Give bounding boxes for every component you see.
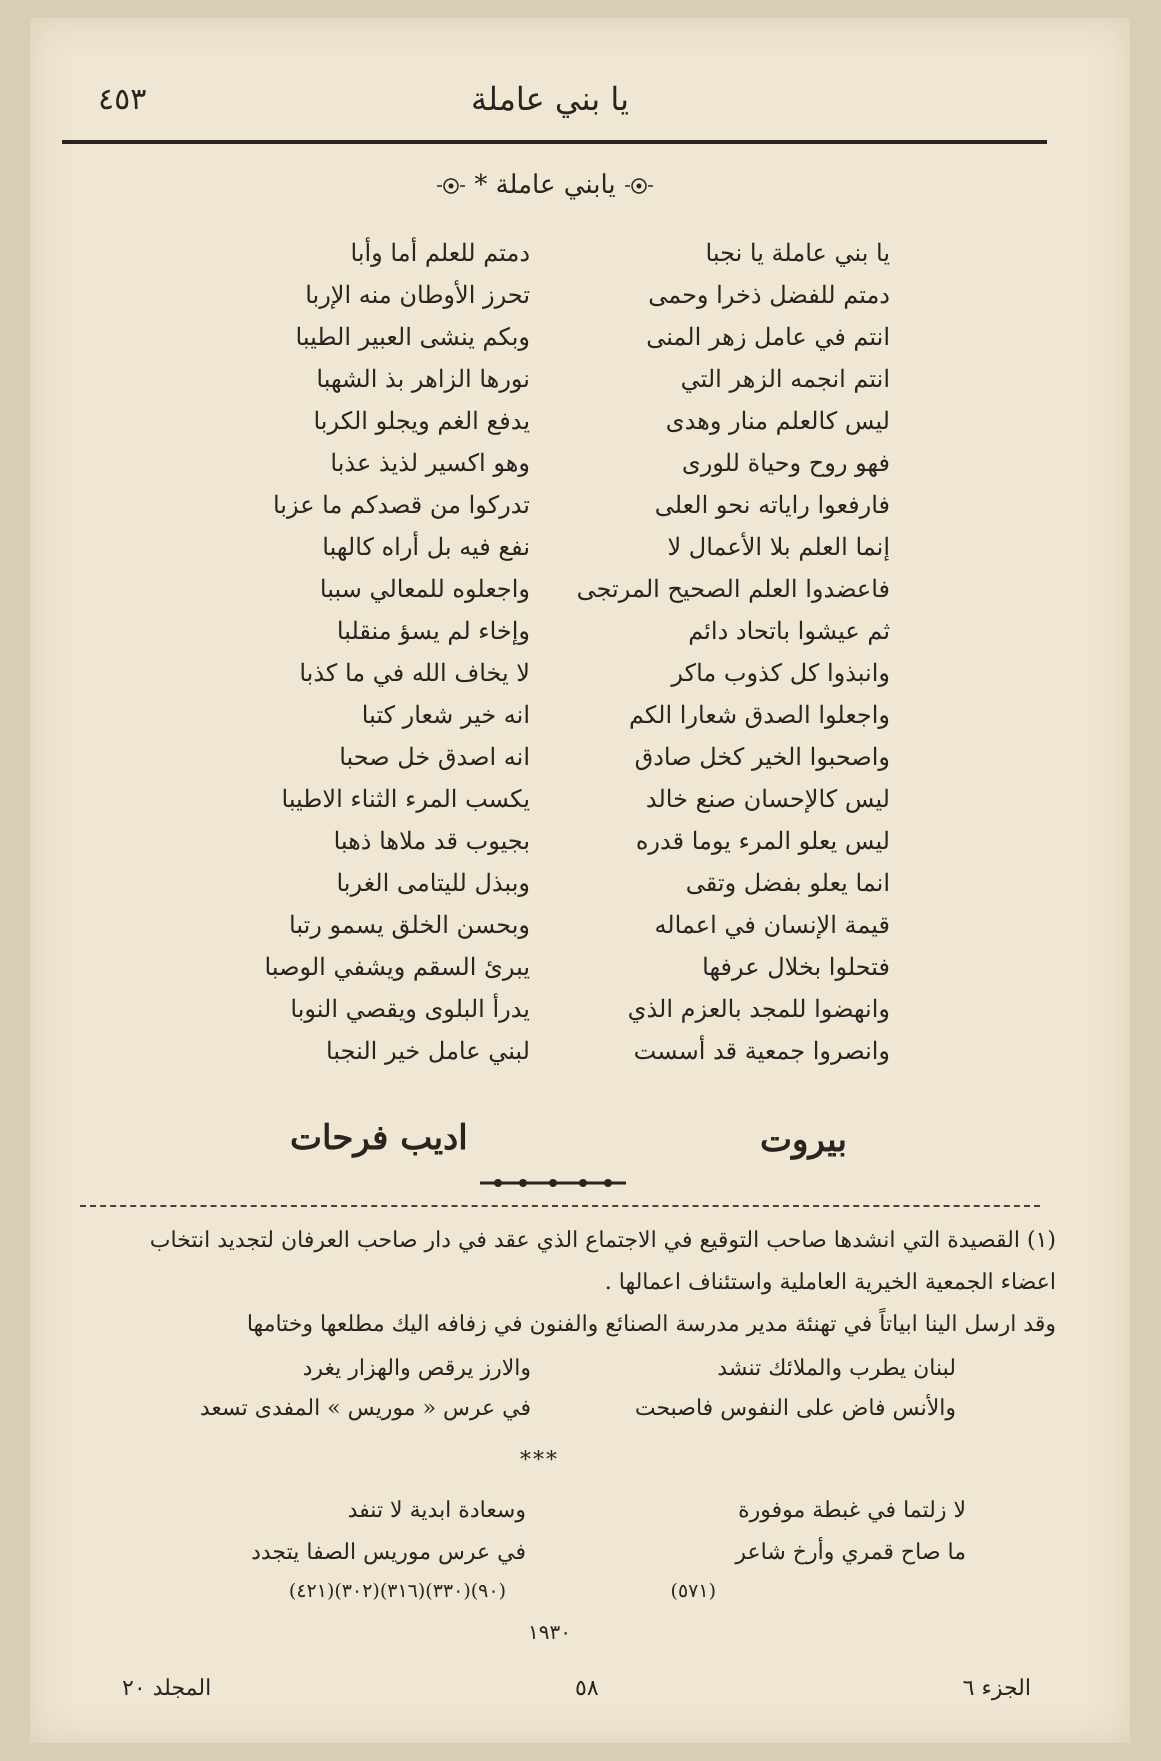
footer-page: ٥٨ [575, 1676, 599, 1701]
footnote-rule [80, 1205, 1040, 1207]
signature-name: اديب فرحات [290, 1118, 468, 1158]
poem-line: وببذل لليتامى الغربا [336, 869, 530, 897]
signature-place: بيروت [760, 1120, 847, 1160]
verse-hemistich: لا زلتما في غبطة موفورة [738, 1498, 966, 1523]
poem-line: يكسب المرء الثناء الاطيبا [281, 785, 530, 813]
poem-line: ليس كالإحسان صنع خالد [645, 785, 890, 813]
poem-line: دمتم للعلم أما وأبا [350, 239, 530, 267]
poem-line: وانهضوا للمجد بالعزم الذي [627, 995, 890, 1023]
footer-part: الجزء ٦ [962, 1676, 1031, 1701]
poem-line: فهو روح وحياة للورى [681, 449, 890, 477]
footnote-line: وقد ارسل الينا ابياتاً في تهنئة مدير مدرسة الصنائع والفنون في زفافه اليك مطلعها وختامها [246, 1312, 1056, 1337]
poem-line: ليس يعلو المرء يوما قدره [635, 827, 890, 855]
footer-volume: المجلد ٢٠ [122, 1676, 212, 1701]
poem-line: واصحبوا الخير كخل صادق [634, 743, 890, 771]
poem-line: نورها الزاهر بذ الشهبا [316, 365, 530, 393]
poem-line: دمتم للفضل ذخرا وحمى [648, 281, 890, 309]
verse-hemistich: لبنان يطرب والملائك تنشد [717, 1356, 956, 1381]
poem-line: يدرأ البلوى ويقصي النوبا [290, 995, 530, 1023]
poem-line: واجعلوه للمعالي سببا [319, 575, 530, 603]
poem-line: وبكم ينشى العبير الطيبا [295, 323, 530, 351]
poem-line: وبحسن الخلق يسمو رتبا [289, 911, 530, 939]
poem-line: يدفع الغم ويجلو الكربا [313, 407, 530, 435]
verse-hemistich: ما صاح قمري وأرخ شاعر [735, 1540, 966, 1565]
poem-line: فاعضدوا العلم الصحيح المرتجى [576, 575, 890, 603]
document-page [30, 18, 1130, 1743]
header-rule [62, 140, 1047, 144]
poem-line: فتحلوا بخلال عرفها [702, 953, 890, 981]
poem-line: وانصروا جمعية قد أسست [633, 1037, 890, 1065]
poem-line: انه خير شعار كتبا [361, 701, 530, 729]
poem-line: انما يعلو بفضل وتقى [685, 869, 890, 897]
poem-heading-text: يابني عاملة * [474, 170, 616, 200]
poem-line: لا يخاف الله في ما كذبا [299, 659, 530, 687]
ornament-icon [624, 175, 654, 197]
poem-line: ثم عيشوا باتحاد دائم [688, 617, 890, 645]
poem-line: يبرئ السقم ويشفي الوصبا [264, 953, 530, 981]
section-divider [478, 1176, 628, 1190]
poem-right-column [576, 232, 890, 1072]
poem-line: انتم انجمه الزهر التي [680, 365, 890, 393]
poem-line: تدركوا من قصدكم ما عزبا [272, 491, 530, 519]
verse-hemistich: في عرس « موريس » المفدى تسعد [199, 1396, 531, 1421]
separator-stars: *** [520, 1448, 559, 1473]
verse-hemistich: والأنس فاض على النفوس فاصبحت [634, 1396, 956, 1421]
poem-line: لبني عامل خير النجبا [326, 1037, 530, 1065]
poem-line: إنما العلم بلا الأعمال لا [667, 533, 890, 561]
verse-hemistich: في عرس موريس الصفا يتجدد [251, 1540, 526, 1565]
poem-line: وهو اكسير لذيذ عذبا [330, 449, 530, 477]
poem-line: بجيوب قد ملاها ذهبا [333, 827, 530, 855]
chronogram-values: (٩٠)(٣٣٠)(٣١٦)(٣٠٢)(٤٢١) [288, 1580, 506, 1602]
footnote-line: اعضاء الجمعية الخيرية العاملية واستئناف اعمالها . [604, 1270, 1056, 1295]
verse-hemistich: وسعادة ابدية لا تنفد [347, 1498, 526, 1523]
poem-line: وإخاء لم يسؤ منقلبا [336, 617, 530, 645]
poem-line: انه اصدق خل صحبا [339, 743, 530, 771]
chronogram-year: ١٩٣٠ [528, 1620, 571, 1644]
poem-line: نفع فيه بل أراه كالهبا [322, 533, 530, 561]
poem-line: انتم في عامل زهر المنى [646, 323, 890, 351]
footnote-line: (١) القصيدة التي انشدها صاحب التوقيع في الاجتماع الذي عقد في دار صاحب العرفان لتجديد انتخاب [149, 1228, 1056, 1253]
poem-line: يا بني عاملة يا نجبا [705, 239, 890, 267]
poem-line: قيمة الإنسان في اعماله [654, 911, 890, 939]
poem-line: وانبذوا كل كذوب ماكر [671, 659, 890, 687]
poem-left-column [230, 232, 530, 1072]
verse-hemistich: والارز يرقص والهزار يغرد [302, 1356, 531, 1381]
poem-line: فارفعوا راياته نحو العلى [654, 491, 890, 519]
poem-line: واجعلوا الصدق شعارا الكم [628, 701, 890, 729]
poem-line: تحرز الأوطان منه الإربا [305, 281, 530, 309]
running-title: يا بني عاملة [471, 80, 629, 118]
chronogram-value: (٥٧١) [670, 1580, 716, 1602]
poem-heading [380, 170, 710, 200]
page-number: ٤٥٣ [98, 82, 147, 117]
poem-line: ليس كالعلم منار وهدى [665, 407, 890, 435]
ornament-icon [436, 175, 466, 197]
